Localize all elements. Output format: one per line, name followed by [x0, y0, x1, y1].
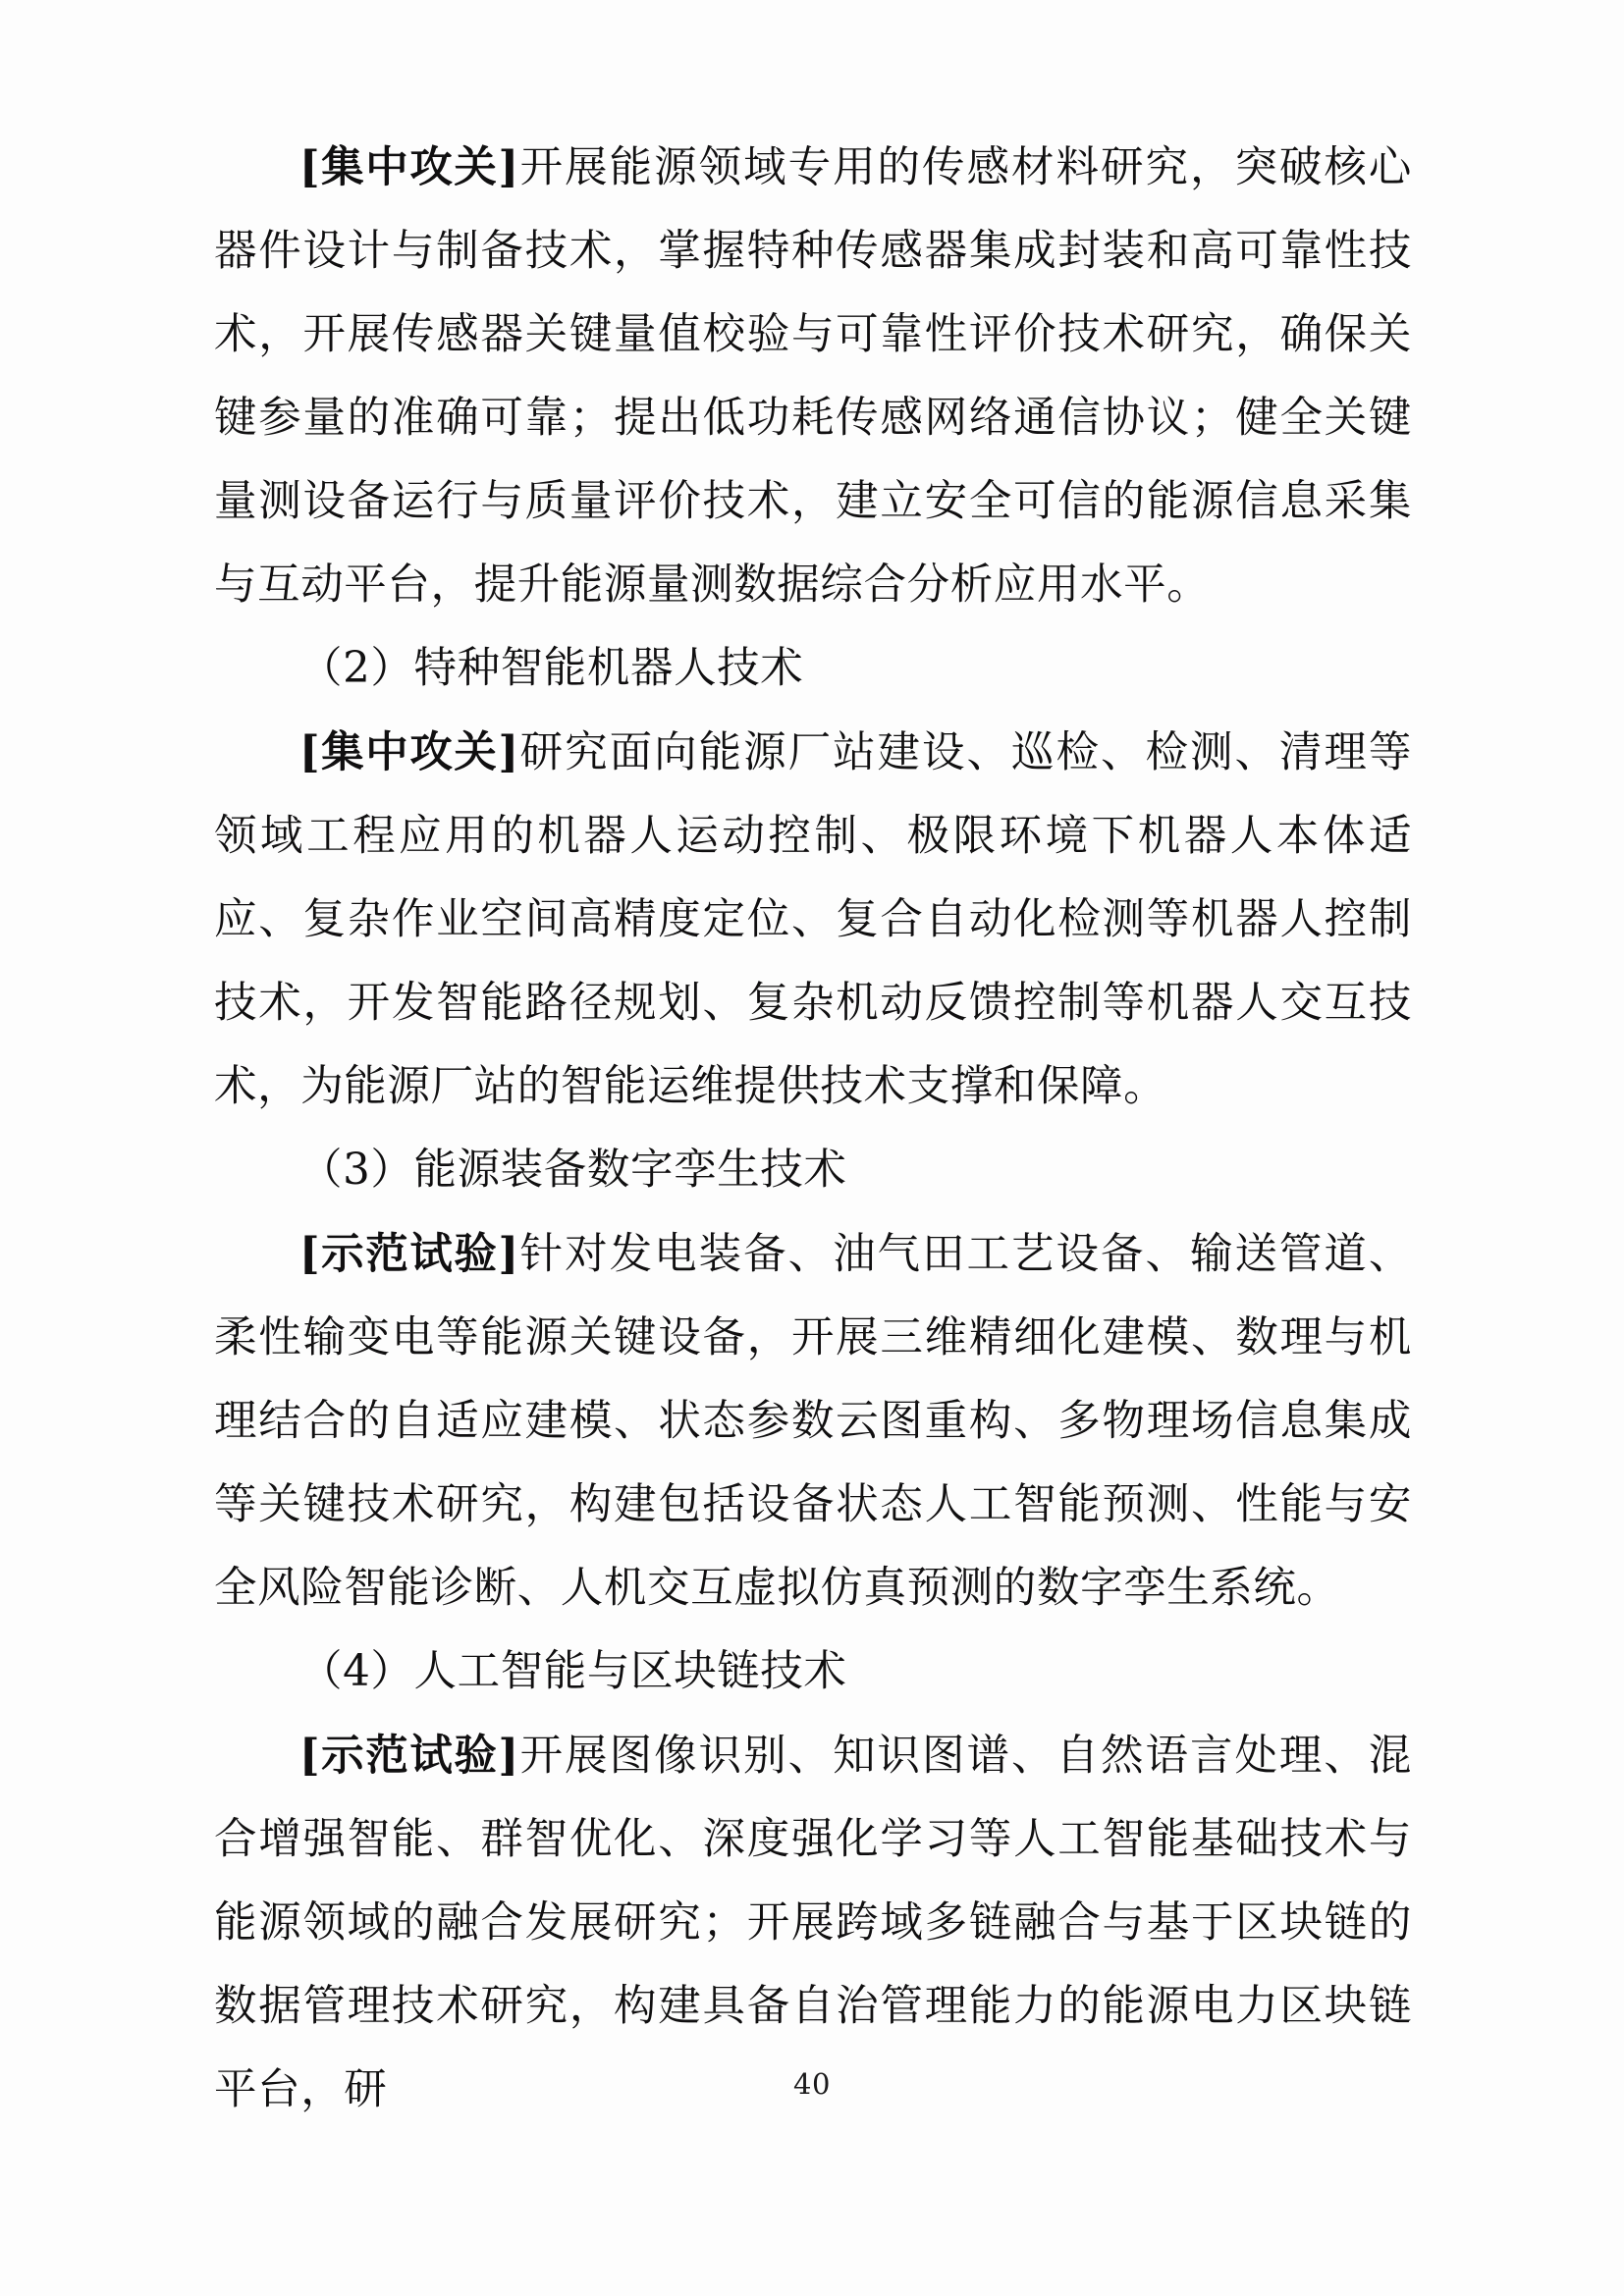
paragraph-text: 针对发电装备、油气田工艺设备、输送管道、柔性输变电等能源关键设备，开展三维精细化建模、数理与机理结合的自适应建模、状态参数云图重构、多物理场信息集成等关键技术研究，构建包括设备状态人工智能预测、性能与安全风险智能诊断、人机交互虚拟仿真预测的数字孪生系统。 — [214, 1230, 1412, 1613]
paragraph-tag: [示范试验] — [299, 1229, 519, 1279]
paragraph-text: 研究面向能源厂站建设、巡检、检测、清理等领域工程应用的机器人运动控制、极限环境下机器人本体适应、复杂作业空间高精度定位、复合自动化检测等机器人控制技术，开发智能路径规划、复杂机动反馈控制等机器人交互技术，为能源厂站的智能运维提供技术支撑和保障。 — [214, 728, 1412, 1111]
paragraph-text: 开展能源领域专用的传感材料研究，突破核心器件设计与制备技术，掌握特种传感器集成封装和高可靠性技术，开展传感器关键量值校验与可靠性评价技术研究，确保关键参量的准确可靠；提出低功耗传感网络通信协议；健全关键量测设备运行与质量评价技术，建立安全可信的能源信息采集与互动平台，提升能源量测数据综合分析应用水平。 — [214, 143, 1412, 610]
page-content — [214, 126, 1412, 2132]
section-heading: （3）能源装备数字孪生技术 — [299, 1146, 847, 1195]
paragraph-tag: [集中攻关] — [299, 142, 519, 192]
page-number: 40 — [793, 2067, 831, 2101]
section-heading: （4）人工智能与区块链技术 — [299, 1647, 847, 1696]
paragraph-tag: [集中攻关] — [299, 727, 519, 777]
paragraph-text: 开展图像识别、知识图谱、自然语言处理、混合增强智能、群智优化、深度强化学习等人工智能基础技术与能源领域的融合发展研究；开展跨域多链融合与基于区块链的数据管理技术研究，构建具备自治管理能力的能源电力区块链平台，研 — [214, 1732, 1412, 2114]
paragraph-tag: [示范试验] — [299, 1731, 519, 1781]
body-paragraph — [214, 1212, 1412, 1630]
body-paragraph — [214, 126, 1412, 627]
section-heading: （2）特种智能机器人技术 — [299, 644, 804, 693]
body-paragraph — [214, 711, 1412, 1129]
